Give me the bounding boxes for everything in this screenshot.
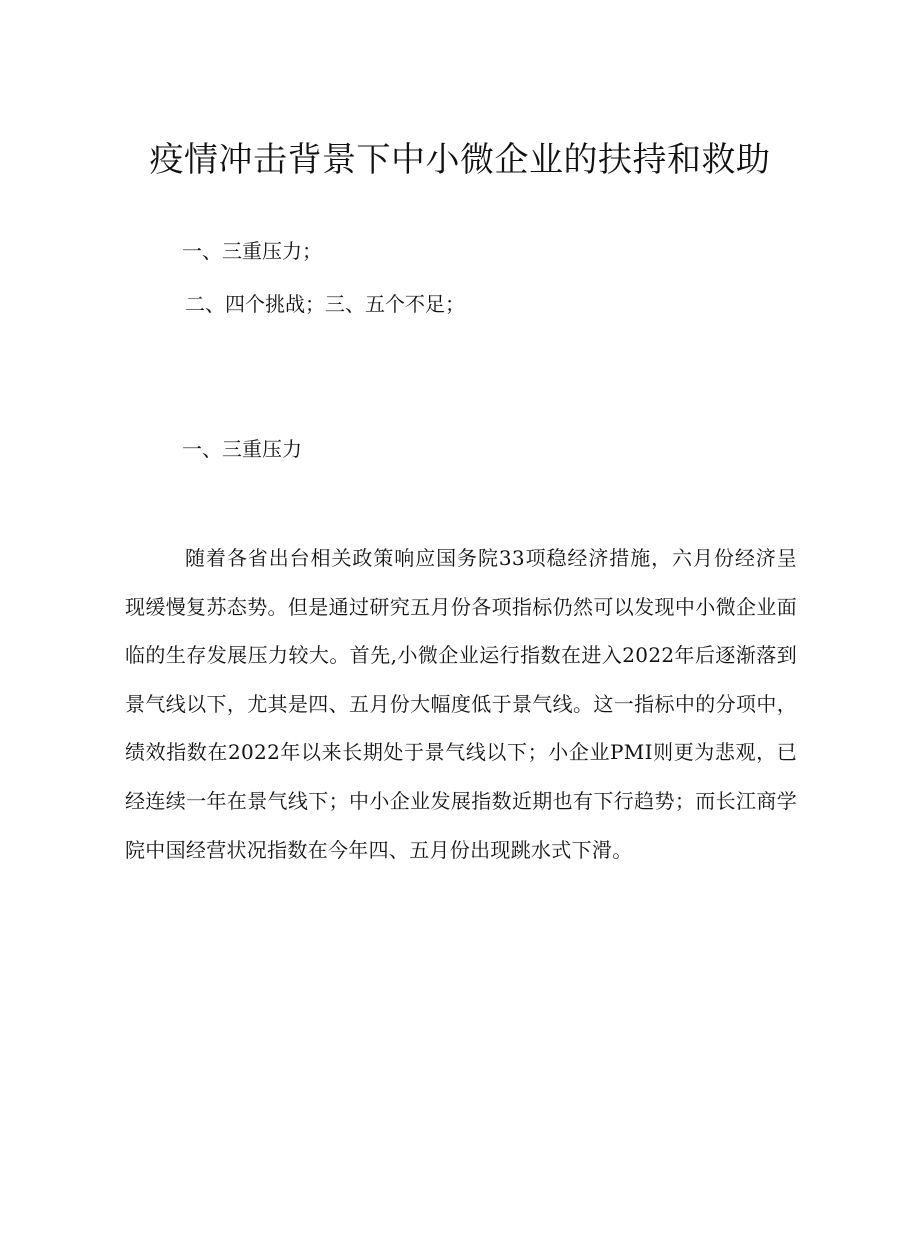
outline-item-1: 一、三重压力； bbox=[182, 239, 322, 263]
document-title: 疫情冲击背景下中小微企业的扶持和救助 bbox=[149, 140, 771, 180]
outline-item-2: 二、四个挑战；三、五个不足； bbox=[185, 292, 465, 316]
section-heading: 一、三重压力 bbox=[182, 437, 302, 461]
outline-list bbox=[182, 236, 782, 319]
body-paragraph: 随着各省出台相关政策响应国务院33项稳经济措施，六月份经济呈现缓慢复苏态势。但是通过研究五月份各项指标仍然可以发现中小微企业面临的生存发展压力较大。首先,小微企业运行指数在进入2022年后逐渐落到景气线以下，尤其是四、五月份大幅度低于景气线。这一指标中的分项中，绩效指数在2022年以来长期处于景气线以下；小企业PMI则更为悲观，已经连续一年在景气线下；中小企业发展指数近期也有下行趋势；而长江商学院中国经营状况指数在今年四、五月份出现跳水式下滑。 bbox=[125, 546, 797, 862]
